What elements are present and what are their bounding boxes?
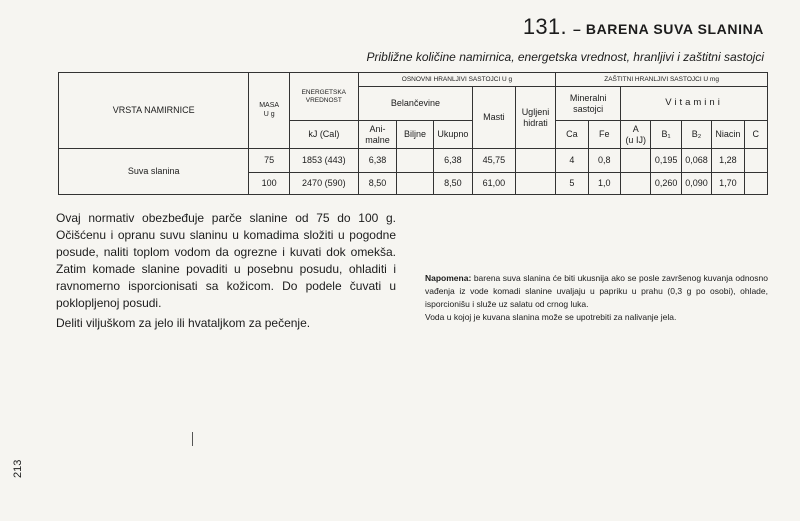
header-animalne: Ani- malne xyxy=(358,121,396,149)
cell-ca: 4 xyxy=(556,149,588,173)
instructions-serving: Deliti viljuškom za jelo ili hvataljkom za pečenje. xyxy=(56,316,311,330)
cell-kj: 1853 (443) xyxy=(289,149,358,173)
header-vitamin-a xyxy=(621,121,651,149)
table-row xyxy=(59,149,768,173)
header-energetska: ENERGETSKA VREDNOST xyxy=(289,73,358,121)
header-zastitni: ZAŠTITNI HRANLJIVI SASTOJCI U mg xyxy=(556,73,768,87)
cell-masti: 61,00 xyxy=(473,173,516,195)
cell-ca: 5 xyxy=(556,173,588,195)
cell-fe: 0,8 xyxy=(588,149,620,173)
header-ugljeni: Ugljeni hidrati xyxy=(515,87,556,149)
header-ukupno: Ukupno xyxy=(433,121,472,149)
cell-a xyxy=(621,149,651,173)
cell-a xyxy=(621,173,651,195)
cell-biljne xyxy=(397,149,433,173)
table-subtitle: Približne količine namirnica, energetska vrednost, hranljivi i zaštitni sastojci xyxy=(366,50,764,64)
header-fe: Fe xyxy=(588,121,620,149)
instructions-paragraph: Ovaj normativ obezbeđuje parče slanine od 75 do 100 g. Očišćenu i opranu suvu slaninu u komadima složiti u pogodne posude, naliti toplom vodom da ogrezne i kuvati dok omekša. Zatim komade slanine povaditi u posebnu posudu, ohladiti i ravnomerno isporcionisati sa kožicom. Do podele čuvati u poklopljenoj posudi. xyxy=(56,211,396,310)
cell-ukupno: 6,38 xyxy=(433,149,472,173)
recipe-instructions xyxy=(56,210,396,332)
cell-fe: 1,0 xyxy=(588,173,620,195)
cell-animalne: 8,50 xyxy=(358,173,396,195)
cell-masti: 45,75 xyxy=(473,149,516,173)
header-mineralni: Mineralni sastojci xyxy=(556,87,621,121)
recipe-title xyxy=(523,14,764,40)
cell-b2: 0,090 xyxy=(681,173,711,195)
cell-animalne: 6,38 xyxy=(358,149,396,173)
recipe-number: 131. xyxy=(522,14,567,39)
cell-niacin: 1,28 xyxy=(712,149,744,173)
header-masti: Masti xyxy=(473,87,516,149)
header-biljne: Biljne xyxy=(397,121,433,149)
cell-b2: 0,068 xyxy=(681,149,711,173)
header-masa-unit: U g xyxy=(263,110,275,118)
header-c: C xyxy=(744,121,767,149)
cell-masa: 75 xyxy=(249,149,290,173)
recipe-note xyxy=(425,272,768,324)
cell-c xyxy=(744,149,767,173)
nutrition-table xyxy=(58,72,768,195)
margin-rule xyxy=(192,432,193,446)
cell-c xyxy=(744,173,767,195)
recipe-name: – BARENA SUVA SLANINA xyxy=(573,21,764,37)
header-b2: B₂ xyxy=(681,121,711,149)
note-text-2: Voda u kojoj je kuvana slanina može se upotrebiti za nalivanje jela. xyxy=(425,312,677,322)
header-vitamin-a-unit: (u IJ) xyxy=(625,134,646,145)
cell-masa: 100 xyxy=(249,173,290,195)
cell-ukupno: 8,50 xyxy=(433,173,472,195)
note-label: Napomena: xyxy=(425,273,472,283)
header-niacin: Niacin xyxy=(712,121,744,149)
cell-ugljeni xyxy=(515,173,556,195)
header-vitamin-a-label: A xyxy=(632,124,639,135)
header-belancevine: Belančevine xyxy=(358,87,472,121)
food-name: Suva slanina xyxy=(59,149,249,195)
header-kj: kJ (Cal) xyxy=(289,121,358,149)
header-vitamini: Vitamini xyxy=(621,87,768,121)
header-masa xyxy=(249,73,290,149)
cell-kj: 2470 (590) xyxy=(289,173,358,195)
cell-ugljeni xyxy=(515,149,556,173)
cell-b1: 0,260 xyxy=(651,173,681,195)
header-masa-label: MASA xyxy=(259,102,280,110)
cell-b1: 0,195 xyxy=(651,149,681,173)
note-text: barena suva slanina će biti ukusnija ako se posle završenog kuvanja odnosno vađenja iz vode komadi slanine uvaljaju u papriku u prahu (0,3 g po osobi), ohlade, isporcionišu i služe uz salatu od crnog luka. xyxy=(425,273,768,309)
header-b1: B₁ xyxy=(651,121,681,149)
cell-biljne xyxy=(397,173,433,195)
header-osnovni: OSNOVNI HRANLJIVI SASTOJCI U g xyxy=(358,73,555,87)
cell-niacin: 1,70 xyxy=(712,173,744,195)
page-number: 213 xyxy=(12,459,24,478)
header-ca: Ca xyxy=(556,121,588,149)
header-vrsta: VRSTA NAMIRNICE xyxy=(59,73,249,149)
